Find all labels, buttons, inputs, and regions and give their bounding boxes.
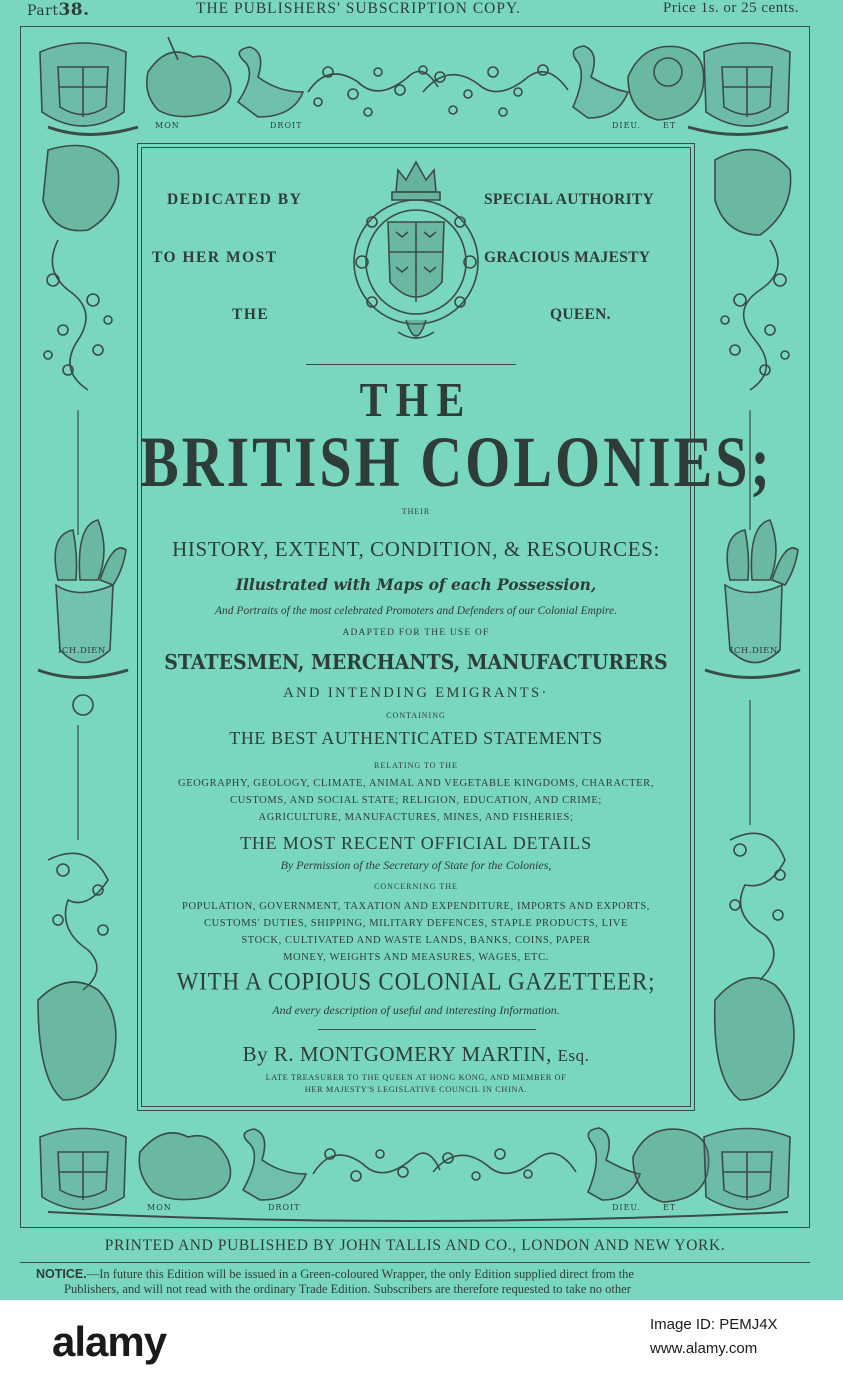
details-list (140, 898, 692, 966)
information-line: And every description of useful and interesting Information. (272, 1003, 560, 1017)
statesmen-line: STATESMEN, MERCHANTS, MANUFACTURERS (164, 650, 668, 674)
part-label: Part38. (27, 0, 90, 20)
permission-line: By Permission of the Secretary of State for the Colonies, (280, 858, 552, 872)
title-rule (306, 364, 516, 365)
dedication-left-3: THE (232, 306, 270, 323)
details-line-3: STOCK, CULTIVATED AND WASTE LANDS, BANKS, COINS, PAPER (241, 935, 591, 946)
author-name: R. MONTGOMERY MARTIN, (273, 1042, 552, 1066)
details-line-4: MONEY, WEIGHTS AND MEASURES, WAGES, ETC. (283, 952, 549, 963)
details-line-1: POPULATION, GOVERNMENT, TAXATION AND EXPENDITURE, IMPORTS AND EXPORTS, (182, 901, 650, 912)
portraits-line: And Portraits of the most celebrated Promoters and Defenders of our Colonial Empire. (215, 605, 617, 617)
alamy-logo: alamy (52, 1318, 167, 1365)
title-the: THE (359, 374, 473, 428)
image-id: Image ID: PEMJ4X (650, 1316, 778, 1333)
adapted-line: ADAPTED FOR THE USE OF (342, 628, 490, 638)
dedication-left-1: DEDICATED BY (167, 191, 303, 208)
their-label: THEIR (401, 507, 431, 516)
author-line (140, 1042, 692, 1067)
topics-line-1: GEOGRAPHY, GEOLOGY, CLIMATE, ANIMAL AND VEGETABLE KINGDOMS, CHARACTER, (178, 778, 654, 789)
motto-mon-top: MON (155, 121, 180, 130)
left-ornament-column (28, 140, 133, 1120)
motto-dieu-top: DIEU. (612, 121, 641, 130)
motto-droit-bottom: DROIT (268, 1203, 301, 1212)
ich-dien-left: ICH.DIEN. (58, 646, 109, 656)
dedication-left-2: TO HER MOST (152, 249, 278, 266)
motto-dieu-bottom: DIEU. (612, 1203, 641, 1212)
publisher-line: PRINTED AND PUBLISHED BY JOHN TALLIS AND CO., LONDON AND NEW YORK. (104, 1237, 726, 1254)
topics-line-3: AGRICULTURE, MANUFACTURES, MINES, AND FISHERIES; (258, 812, 574, 823)
notice-label: NOTICE. (36, 1267, 87, 1281)
relating-label: RELATING TO THE (374, 761, 458, 770)
author-note (140, 1072, 692, 1096)
watermark-bar (0, 1300, 843, 1390)
concerning-label: CONCERNING THE (374, 882, 458, 891)
notice-block (36, 1267, 806, 1297)
notice-rule (20, 1262, 810, 1263)
history-line: HISTORY, EXTENT, CONDITION, & RESOURCES: (172, 537, 660, 561)
author-by: By (242, 1042, 269, 1066)
right-ornament-column (700, 140, 805, 1120)
author-note-1: LATE TREASURER TO THE QUEEN AT HONG KONG, AND MEMBER OF (265, 1073, 567, 1082)
subscription-copy-label: THE PUBLISHERS' SUBSCRIPTION COPY. (196, 0, 522, 17)
gazetteer-line: WITH A COPIOUS COLONIAL GAZETTEER; (176, 967, 656, 996)
top-ornament-band (28, 32, 802, 144)
bottom-ornament-band (28, 1112, 802, 1224)
best-statements-line: THE BEST AUTHENTICATED STATEMENTS (229, 728, 603, 748)
motto-et-top: ET (663, 121, 677, 130)
author-rule (318, 1029, 536, 1030)
dedication-right-2: GRACIOUS MAJESTY (484, 249, 651, 266)
official-details-line: THE MOST RECENT OFFICIAL DETAILS (240, 833, 592, 853)
author-note-2: HER MAJESTY'S LEGISLATIVE COUNCIL IN CHINA. (304, 1085, 528, 1094)
motto-et-bottom: ET (663, 1203, 677, 1212)
ich-dien-right: ICH.DIEN. (730, 646, 781, 656)
illustrated-line: Illustrated with Maps of each Possession, (235, 575, 597, 594)
topics-line-2: CUSTOMS, AND SOCIAL STATE; RELIGION, EDUCATION, AND CRIME; (230, 795, 602, 806)
details-line-2: CUSTOMS' DUTIES, SHIPPING, MILITARY DEFENCES, STAPLE PRODUCTS, LIVE (204, 918, 628, 929)
royal-crest-icon (348, 152, 484, 352)
notice-line-1: NOTICE.—In future this Edition will be issued in a Green-coloured Wrapper, the only Edition supplied direct from the (36, 1267, 634, 1281)
author-esq: Esq. (557, 1046, 590, 1065)
dedication-right-1: SPECIAL AUTHORITY (484, 191, 655, 208)
title-main: BRITISH COLONIES; (140, 420, 773, 503)
price-label: Price 1s. or 25 cents. (663, 0, 799, 16)
emigrants-line: AND INTENDING EMIGRANTS· (283, 685, 549, 701)
dedication-right-3: QUEEN. (550, 306, 611, 323)
motto-droit-top: DROIT (270, 121, 303, 130)
notice-line-2: Publishers, and will not read with the ordinary Trade Edition. Subscribers are therefore requested to take no other (64, 1282, 631, 1296)
topics-list (140, 775, 692, 826)
alamy-url: www.alamy.com (650, 1340, 758, 1357)
motto-mon-bottom: MON (147, 1203, 172, 1212)
containing-label: CONTAINING (386, 711, 446, 720)
